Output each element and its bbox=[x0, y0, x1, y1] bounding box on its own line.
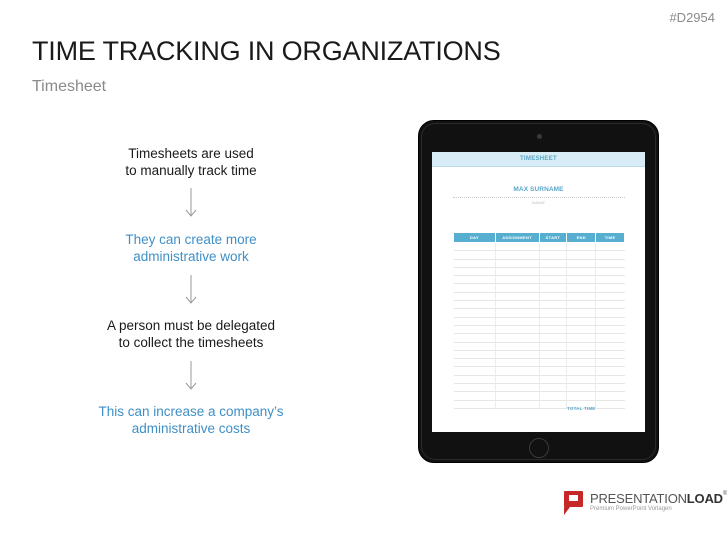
timesheet-employee-name: MAX SURNAME bbox=[513, 186, 564, 193]
timesheet-cell bbox=[495, 342, 539, 350]
timesheet-cell bbox=[495, 384, 539, 392]
flow-step-3 bbox=[80, 317, 302, 351]
timesheet-cell bbox=[596, 400, 625, 408]
timesheet-cell bbox=[596, 259, 625, 267]
timesheet-cell bbox=[539, 284, 567, 292]
timesheet-row bbox=[454, 350, 625, 358]
timesheet-cell bbox=[454, 259, 496, 267]
timesheet-cell bbox=[567, 267, 596, 275]
timesheet-cell bbox=[454, 267, 496, 275]
timesheet-cell bbox=[539, 384, 567, 392]
timesheet-cell bbox=[539, 243, 567, 251]
timesheet-cell bbox=[539, 325, 567, 333]
timesheet-cell bbox=[454, 400, 496, 408]
timesheet-cell bbox=[567, 375, 596, 383]
timesheet-cell bbox=[539, 259, 567, 267]
timesheet-cell bbox=[539, 367, 567, 375]
timesheet-cell bbox=[495, 392, 539, 400]
timesheet-row bbox=[454, 334, 625, 342]
home-button bbox=[529, 438, 549, 458]
timesheet-row bbox=[454, 325, 625, 333]
column-header-day: DAY bbox=[454, 233, 496, 243]
timesheet-cell bbox=[454, 384, 496, 392]
timesheet-cell bbox=[539, 359, 567, 367]
timesheet-cell bbox=[596, 317, 625, 325]
timesheet-cell bbox=[596, 375, 625, 383]
timesheet-row bbox=[454, 292, 625, 300]
timesheet-cell bbox=[495, 334, 539, 342]
timesheet-row bbox=[454, 276, 625, 284]
timesheet-cell bbox=[495, 259, 539, 267]
timesheet-row bbox=[454, 267, 625, 275]
timesheet-cell bbox=[495, 309, 539, 317]
timesheet-cell bbox=[567, 334, 596, 342]
timesheet-row bbox=[454, 400, 625, 408]
timesheet-cell bbox=[495, 317, 539, 325]
column-header-start: START bbox=[539, 233, 567, 243]
timesheet-cell bbox=[454, 301, 496, 309]
timesheet-cell bbox=[495, 267, 539, 275]
slide-id: #D2954 bbox=[669, 10, 715, 25]
flow-step-2 bbox=[80, 231, 302, 265]
timesheet-row bbox=[454, 243, 625, 251]
total-time-label: TOTAL TIME bbox=[567, 406, 596, 411]
timesheet-cell bbox=[539, 267, 567, 275]
flow-step-3-line-2: to collect the timesheets bbox=[118, 335, 264, 350]
timesheet-cell bbox=[539, 301, 567, 309]
timesheet-cell bbox=[454, 284, 496, 292]
timesheet-row bbox=[454, 367, 625, 375]
timesheet-cell bbox=[454, 325, 496, 333]
timesheet-cell bbox=[495, 350, 539, 358]
timesheet-row bbox=[454, 309, 625, 317]
tablet-screen bbox=[432, 152, 645, 432]
flow-step-2-line-2: administrative work bbox=[133, 249, 249, 264]
timesheet-row bbox=[454, 342, 625, 350]
logo-wordmark bbox=[590, 491, 727, 506]
timesheet-row bbox=[454, 259, 625, 267]
presentationload-logo-icon bbox=[564, 491, 583, 515]
down-arrow-icon bbox=[183, 275, 199, 305]
name-underline bbox=[453, 197, 625, 198]
timesheet-cell bbox=[567, 259, 596, 267]
timesheet-row bbox=[454, 384, 625, 392]
timesheet-cell bbox=[596, 301, 625, 309]
timesheet-cell bbox=[454, 359, 496, 367]
timesheet-cell bbox=[495, 292, 539, 300]
timesheet-cell bbox=[454, 392, 496, 400]
timesheet-cell bbox=[454, 251, 496, 259]
timesheet-row bbox=[454, 392, 625, 400]
timesheet-cell bbox=[495, 359, 539, 367]
timesheet-table bbox=[453, 232, 625, 409]
timesheet-cell bbox=[596, 284, 625, 292]
timesheet-cell bbox=[539, 251, 567, 259]
flow-step-1-line-2: to manually track time bbox=[125, 163, 257, 178]
timesheet-cell bbox=[495, 276, 539, 284]
timesheet-cell bbox=[596, 342, 625, 350]
timesheet-cell bbox=[539, 309, 567, 317]
timesheet-cell bbox=[495, 375, 539, 383]
timesheet-cell bbox=[567, 292, 596, 300]
slide-subtitle: Timesheet bbox=[32, 78, 107, 95]
flow-step-1-line-1: Timesheets are used bbox=[128, 146, 254, 161]
timesheet-cell bbox=[596, 325, 625, 333]
timesheet-cell bbox=[539, 276, 567, 284]
logo-text-bold: LOAD bbox=[686, 491, 723, 506]
timesheet-cell bbox=[596, 267, 625, 275]
timesheet-cell bbox=[596, 350, 625, 358]
timesheet-cell bbox=[539, 392, 567, 400]
timesheet-header: TIMESHEET bbox=[432, 152, 645, 167]
timesheet-cell bbox=[495, 243, 539, 251]
logo-registered: ® bbox=[722, 491, 727, 497]
timesheet-cell bbox=[596, 292, 625, 300]
timesheet-cell bbox=[596, 334, 625, 342]
timesheet-cell bbox=[567, 301, 596, 309]
timesheet-cell bbox=[567, 350, 596, 358]
timesheet-cell bbox=[495, 367, 539, 375]
timesheet-cell bbox=[454, 292, 496, 300]
timesheet-cell bbox=[454, 309, 496, 317]
timesheet-cell bbox=[454, 375, 496, 383]
timesheet-cell bbox=[539, 334, 567, 342]
flow-step-3-line-1: A person must be delegated bbox=[106, 318, 276, 333]
timesheet-cell bbox=[567, 309, 596, 317]
camera-icon bbox=[537, 134, 542, 139]
timesheet-cell bbox=[454, 342, 496, 350]
timesheet-header-row bbox=[454, 233, 625, 243]
column-header-assignment: ASSIGNMENT bbox=[495, 233, 539, 243]
timesheet-cell bbox=[567, 384, 596, 392]
timesheet-cell bbox=[539, 375, 567, 383]
timesheet-cell bbox=[454, 367, 496, 375]
timesheet-row bbox=[454, 284, 625, 292]
flow-step-4 bbox=[80, 403, 302, 437]
timesheet-cell bbox=[495, 301, 539, 309]
timesheet-cell bbox=[454, 317, 496, 325]
flow-step-4-line-1: This can increase a company’s bbox=[98, 404, 284, 419]
logo-text-light: PRESENTATION bbox=[590, 491, 687, 506]
timesheet-cell bbox=[596, 309, 625, 317]
column-header-time: TIME bbox=[596, 233, 625, 243]
timesheet-cell bbox=[539, 292, 567, 300]
timesheet-cell bbox=[596, 276, 625, 284]
timesheet-cell bbox=[495, 251, 539, 259]
timesheet-cell bbox=[596, 367, 625, 375]
flow-step-1 bbox=[80, 145, 302, 179]
down-arrow-icon bbox=[183, 188, 199, 218]
timesheet-cell bbox=[567, 359, 596, 367]
timesheet-cell bbox=[567, 243, 596, 251]
timesheet-row bbox=[454, 375, 625, 383]
timesheet-cell bbox=[567, 392, 596, 400]
timesheet-row bbox=[454, 317, 625, 325]
timesheet-row bbox=[454, 301, 625, 309]
timesheet-cell bbox=[539, 342, 567, 350]
timesheet-cell bbox=[567, 367, 596, 375]
column-header-end: END bbox=[567, 233, 596, 243]
tablet-device bbox=[418, 120, 659, 463]
timesheet-cell bbox=[454, 243, 496, 251]
timesheet-cell bbox=[567, 325, 596, 333]
logo-tagline: Premium PowerPoint Vorlagen bbox=[590, 506, 672, 512]
timesheet-cell bbox=[596, 384, 625, 392]
timesheet-cell bbox=[567, 276, 596, 284]
timesheet-cell bbox=[454, 334, 496, 342]
timesheet-row bbox=[454, 359, 625, 367]
down-arrow-icon bbox=[183, 361, 199, 391]
timesheet-cell bbox=[596, 243, 625, 251]
timesheet-cell bbox=[596, 392, 625, 400]
timesheet-cell bbox=[539, 350, 567, 358]
timesheet-cell bbox=[567, 251, 596, 259]
slide-title: TIME TRACKING IN ORGANIZATIONS bbox=[32, 36, 501, 66]
timesheet-cell bbox=[495, 400, 539, 408]
timesheet-cell bbox=[567, 317, 596, 325]
timesheet-cell bbox=[495, 284, 539, 292]
flow-step-2-line-1: They can create more bbox=[125, 232, 257, 247]
flow-step-4-line-2: administrative costs bbox=[131, 421, 251, 436]
timesheet-cell bbox=[495, 325, 539, 333]
timesheet-cell bbox=[454, 276, 496, 284]
timesheet-cell bbox=[539, 317, 567, 325]
timesheet-cell bbox=[596, 359, 625, 367]
timesheet-cell bbox=[567, 342, 596, 350]
timesheet-cell bbox=[454, 350, 496, 358]
timesheet-row bbox=[454, 251, 625, 259]
name-caption: NAME bbox=[531, 200, 546, 205]
timesheet-cell bbox=[596, 251, 625, 259]
timesheet-body bbox=[454, 243, 625, 409]
timesheet-cell bbox=[567, 284, 596, 292]
timesheet-cell bbox=[539, 400, 567, 408]
